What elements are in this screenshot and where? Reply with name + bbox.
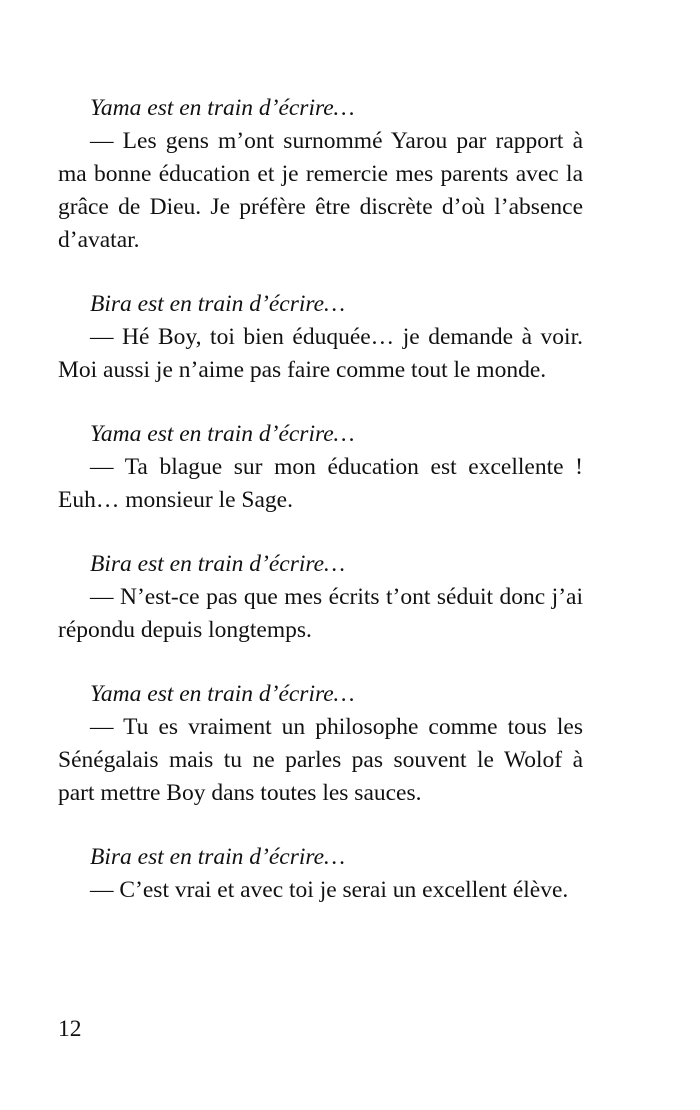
speaker-status: Yama est en train d’écrire… xyxy=(90,421,355,447)
speaker-status: Bira est en train d’écrire… xyxy=(90,291,345,317)
dialogue-block xyxy=(58,92,583,257)
dialogue-block xyxy=(58,841,583,907)
message-text: — C’est vrai et avec toi je serai un excellent élève. xyxy=(90,877,569,903)
speaker-status: Bira est en train d’écrire… xyxy=(90,844,345,870)
page-body xyxy=(58,92,583,938)
message-text: — Les gens m’ont surnommé Yarou par rapport à ma bonne éducation et je remercie mes parents avec la grâce de Dieu. Je préfère être discrète d’où l’absence d’avatar. xyxy=(58,128,583,253)
speaker-status: Yama est en train d’écrire… xyxy=(90,681,355,707)
speaker-status: Bira est en train d’écrire… xyxy=(90,551,345,577)
speaker-status: Yama est en train d’écrire… xyxy=(90,95,355,121)
message-text: — Tu es vraiment un philosophe comme tous les Sénégalais mais tu ne parles pas souvent le Wolof à part mettre Boy dans toutes les sauces. xyxy=(58,714,583,806)
message-text: — Hé Boy, toi bien éduquée… je demande à voir. Moi aussi je n’aime pas faire comme tout le monde. xyxy=(58,324,583,383)
dialogue-block xyxy=(58,548,583,647)
message-text: — Ta blague sur mon éducation est excellente ! Euh… monsieur le Sage. xyxy=(58,454,583,513)
message-text: — N’est-ce pas que mes écrits t’ont séduit donc j’ai répondu depuis longtemps. xyxy=(58,584,583,643)
dialogue-block xyxy=(58,288,583,387)
page-number: 12 xyxy=(58,1016,82,1042)
dialogue-block xyxy=(58,418,583,517)
dialogue-block xyxy=(58,678,583,810)
